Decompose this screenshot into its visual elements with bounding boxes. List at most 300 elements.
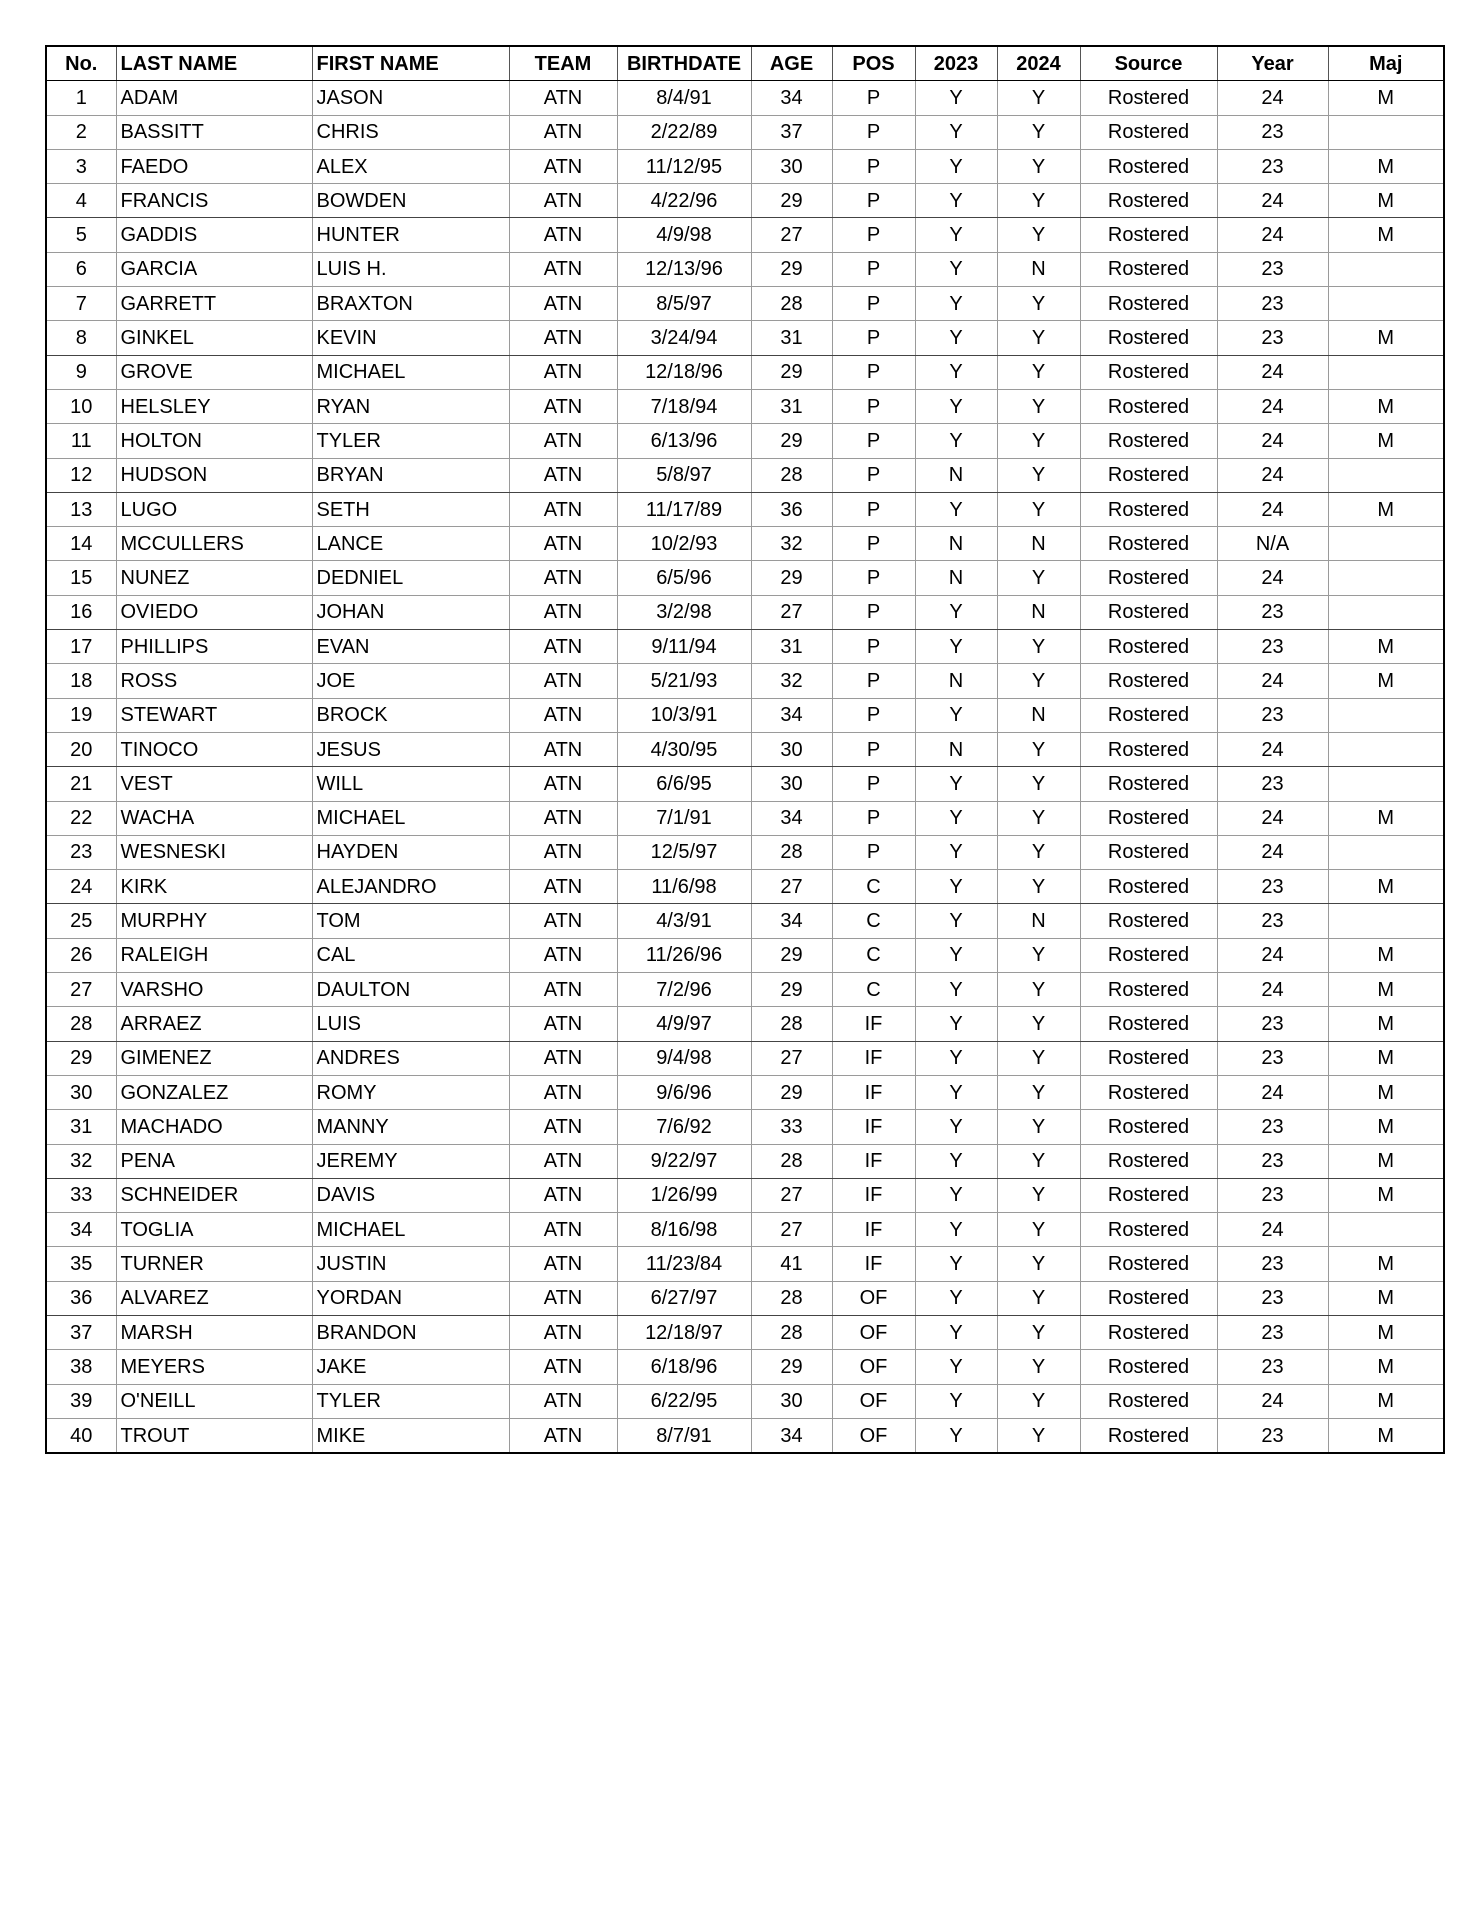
cell-no: 19 — [46, 698, 116, 732]
cell-team: ATN — [509, 561, 617, 595]
cell-2024: Y — [997, 184, 1080, 218]
header-2024: 2024 — [997, 46, 1080, 81]
cell-source: Rostered — [1080, 1178, 1217, 1212]
cell-maj — [1328, 595, 1444, 629]
cell-2024: Y — [997, 218, 1080, 252]
cell-team: ATN — [509, 904, 617, 938]
cell-year: 23 — [1217, 1315, 1328, 1349]
cell-team: ATN — [509, 595, 617, 629]
cell-birthdate: 9/22/97 — [617, 1144, 751, 1178]
table-row — [46, 938, 1444, 972]
cell-pos: P — [832, 81, 915, 115]
cell-2023: Y — [915, 835, 997, 869]
table-row — [46, 1075, 1444, 1109]
cell-year: 23 — [1217, 767, 1328, 801]
cell-pos: P — [832, 287, 915, 321]
cell-no: 38 — [46, 1350, 116, 1384]
cell-2024: Y — [997, 1144, 1080, 1178]
cell-team: ATN — [509, 149, 617, 183]
cell-maj: M — [1328, 218, 1444, 252]
cell-age: 34 — [751, 81, 832, 115]
table-row — [46, 835, 1444, 869]
cell-year: 23 — [1217, 115, 1328, 149]
cell-source: Rostered — [1080, 424, 1217, 458]
cell-pos: P — [832, 389, 915, 423]
cell-2023: N — [915, 458, 997, 492]
cell-maj — [1328, 115, 1444, 149]
header-team: TEAM — [509, 46, 617, 81]
cell-birthdate: 10/2/93 — [617, 527, 751, 561]
cell-first-name: DAVIS — [312, 1178, 509, 1212]
cell-source: Rostered — [1080, 561, 1217, 595]
table-row — [46, 870, 1444, 904]
cell-maj: M — [1328, 1007, 1444, 1041]
cell-age: 29 — [751, 973, 832, 1007]
cell-source: Rostered — [1080, 1144, 1217, 1178]
cell-maj: M — [1328, 1075, 1444, 1109]
cell-2023: Y — [915, 1007, 997, 1041]
table-row — [46, 561, 1444, 595]
cell-maj: M — [1328, 149, 1444, 183]
cell-last-name: HELSLEY — [116, 389, 312, 423]
cell-no: 10 — [46, 389, 116, 423]
cell-birthdate: 3/24/94 — [617, 321, 751, 355]
cell-2023: N — [915, 732, 997, 766]
cell-source: Rostered — [1080, 904, 1217, 938]
cell-first-name: ANDRES — [312, 1041, 509, 1075]
cell-2023: Y — [915, 1418, 997, 1453]
cell-age: 30 — [751, 732, 832, 766]
cell-age: 32 — [751, 664, 832, 698]
cell-team: ATN — [509, 1178, 617, 1212]
cell-2023: Y — [915, 1350, 997, 1384]
cell-no: 35 — [46, 1247, 116, 1281]
cell-maj: M — [1328, 1315, 1444, 1349]
cell-year: 23 — [1217, 630, 1328, 664]
cell-no: 15 — [46, 561, 116, 595]
cell-2023: Y — [915, 767, 997, 801]
cell-source: Rostered — [1080, 355, 1217, 389]
cell-pos: P — [832, 115, 915, 149]
cell-pos: IF — [832, 1007, 915, 1041]
cell-last-name: GARCIA — [116, 252, 312, 286]
cell-team: ATN — [509, 1384, 617, 1418]
table-row — [46, 81, 1444, 115]
cell-year: 23 — [1217, 1041, 1328, 1075]
cell-first-name: TYLER — [312, 424, 509, 458]
cell-2024: N — [997, 904, 1080, 938]
table-row — [46, 184, 1444, 218]
cell-pos: C — [832, 973, 915, 1007]
cell-birthdate: 12/5/97 — [617, 835, 751, 869]
cell-last-name: ROSS — [116, 664, 312, 698]
cell-no: 18 — [46, 664, 116, 698]
cell-pos: P — [832, 630, 915, 664]
cell-first-name: MICHAEL — [312, 355, 509, 389]
cell-pos: P — [832, 218, 915, 252]
cell-year: 23 — [1217, 595, 1328, 629]
table-row — [46, 630, 1444, 664]
cell-pos: C — [832, 870, 915, 904]
table-row — [46, 664, 1444, 698]
cell-first-name: KEVIN — [312, 321, 509, 355]
cell-no: 22 — [46, 801, 116, 835]
cell-2024: Y — [997, 1281, 1080, 1315]
cell-last-name: TINOCO — [116, 732, 312, 766]
cell-year: 23 — [1217, 1178, 1328, 1212]
cell-maj — [1328, 732, 1444, 766]
cell-2024: Y — [997, 1178, 1080, 1212]
cell-source: Rostered — [1080, 184, 1217, 218]
cell-2023: Y — [915, 115, 997, 149]
cell-2023: Y — [915, 698, 997, 732]
cell-last-name: OVIEDO — [116, 595, 312, 629]
cell-maj: M — [1328, 1350, 1444, 1384]
cell-source: Rostered — [1080, 767, 1217, 801]
cell-pos: OF — [832, 1315, 915, 1349]
cell-no: 13 — [46, 492, 116, 526]
cell-no: 2 — [46, 115, 116, 149]
cell-source: Rostered — [1080, 1281, 1217, 1315]
cell-birthdate: 8/16/98 — [617, 1213, 751, 1247]
cell-source: Rostered — [1080, 458, 1217, 492]
cell-birthdate: 8/5/97 — [617, 287, 751, 321]
cell-2024: Y — [997, 1350, 1080, 1384]
cell-birthdate: 7/6/92 — [617, 1110, 751, 1144]
cell-2024: Y — [997, 1418, 1080, 1453]
cell-birthdate: 9/11/94 — [617, 630, 751, 664]
table-row — [46, 321, 1444, 355]
cell-source: Rostered — [1080, 973, 1217, 1007]
cell-age: 27 — [751, 1041, 832, 1075]
cell-age: 31 — [751, 389, 832, 423]
cell-maj: M — [1328, 389, 1444, 423]
cell-first-name: TOM — [312, 904, 509, 938]
cell-first-name: YORDAN — [312, 1281, 509, 1315]
cell-last-name: MARSH — [116, 1315, 312, 1349]
cell-first-name: BRAXTON — [312, 287, 509, 321]
cell-maj — [1328, 904, 1444, 938]
table-row — [46, 458, 1444, 492]
header-age: AGE — [751, 46, 832, 81]
cell-pos: IF — [832, 1075, 915, 1109]
cell-2024: Y — [997, 767, 1080, 801]
cell-birthdate: 6/5/96 — [617, 561, 751, 595]
cell-age: 41 — [751, 1247, 832, 1281]
table-row — [46, 1247, 1444, 1281]
cell-2024: Y — [997, 1384, 1080, 1418]
cell-last-name: GINKEL — [116, 321, 312, 355]
cell-2023: Y — [915, 389, 997, 423]
cell-pos: P — [832, 458, 915, 492]
cell-pos: P — [832, 664, 915, 698]
cell-age: 30 — [751, 149, 832, 183]
table-row — [46, 355, 1444, 389]
cell-first-name: JEREMY — [312, 1144, 509, 1178]
cell-team: ATN — [509, 801, 617, 835]
cell-team: ATN — [509, 1350, 617, 1384]
cell-last-name: STEWART — [116, 698, 312, 732]
cell-last-name: NUNEZ — [116, 561, 312, 595]
cell-team: ATN — [509, 630, 617, 664]
cell-age: 28 — [751, 458, 832, 492]
cell-first-name: ROMY — [312, 1075, 509, 1109]
cell-no: 16 — [46, 595, 116, 629]
cell-maj — [1328, 252, 1444, 286]
cell-source: Rostered — [1080, 1247, 1217, 1281]
cell-age: 27 — [751, 595, 832, 629]
cell-birthdate: 5/8/97 — [617, 458, 751, 492]
cell-year: 23 — [1217, 149, 1328, 183]
cell-last-name: GONZALEZ — [116, 1075, 312, 1109]
cell-year: 24 — [1217, 664, 1328, 698]
cell-2023: Y — [915, 870, 997, 904]
cell-source: Rostered — [1080, 1041, 1217, 1075]
cell-birthdate: 11/23/84 — [617, 1247, 751, 1281]
cell-no: 30 — [46, 1075, 116, 1109]
cell-first-name: LUIS H. — [312, 252, 509, 286]
cell-source: Rostered — [1080, 492, 1217, 526]
header-2023: 2023 — [915, 46, 997, 81]
cell-2023: Y — [915, 1213, 997, 1247]
table-row — [46, 1178, 1444, 1212]
cell-year: 24 — [1217, 1213, 1328, 1247]
header-first-name: FIRST NAME — [312, 46, 509, 81]
cell-year: 24 — [1217, 1384, 1328, 1418]
header-pos: POS — [832, 46, 915, 81]
cell-no: 23 — [46, 835, 116, 869]
header-last-name: LAST NAME — [116, 46, 312, 81]
cell-source: Rostered — [1080, 801, 1217, 835]
cell-no: 4 — [46, 184, 116, 218]
cell-team: ATN — [509, 1007, 617, 1041]
header-year: Year — [1217, 46, 1328, 81]
cell-last-name: LUGO — [116, 492, 312, 526]
cell-age: 30 — [751, 1384, 832, 1418]
table-row — [46, 973, 1444, 1007]
cell-2024: Y — [997, 938, 1080, 972]
cell-team: ATN — [509, 321, 617, 355]
cell-last-name: HOLTON — [116, 424, 312, 458]
cell-first-name: EVAN — [312, 630, 509, 664]
cell-2024: Y — [997, 835, 1080, 869]
cell-team: ATN — [509, 252, 617, 286]
cell-age: 34 — [751, 698, 832, 732]
cell-birthdate: 6/27/97 — [617, 1281, 751, 1315]
cell-2024: Y — [997, 1110, 1080, 1144]
cell-year: 24 — [1217, 458, 1328, 492]
cell-year: 24 — [1217, 1075, 1328, 1109]
cell-last-name: PENA — [116, 1144, 312, 1178]
cell-2024: Y — [997, 1315, 1080, 1349]
cell-pos: IF — [832, 1144, 915, 1178]
cell-team: ATN — [509, 81, 617, 115]
table-row — [46, 1315, 1444, 1349]
cell-maj: M — [1328, 1041, 1444, 1075]
cell-team: ATN — [509, 492, 617, 526]
cell-year: 23 — [1217, 698, 1328, 732]
cell-last-name: FRANCIS — [116, 184, 312, 218]
cell-birthdate: 11/26/96 — [617, 938, 751, 972]
cell-first-name: JOHAN — [312, 595, 509, 629]
cell-birthdate: 3/2/98 — [617, 595, 751, 629]
cell-birthdate: 12/13/96 — [617, 252, 751, 286]
cell-pos: P — [832, 424, 915, 458]
cell-last-name: GIMENEZ — [116, 1041, 312, 1075]
cell-2023: Y — [915, 1075, 997, 1109]
cell-source: Rostered — [1080, 630, 1217, 664]
cell-team: ATN — [509, 424, 617, 458]
cell-no: 32 — [46, 1144, 116, 1178]
cell-year: 24 — [1217, 732, 1328, 766]
cell-pos: P — [832, 149, 915, 183]
cell-source: Rostered — [1080, 1007, 1217, 1041]
cell-maj: M — [1328, 1281, 1444, 1315]
cell-no: 25 — [46, 904, 116, 938]
cell-no: 29 — [46, 1041, 116, 1075]
cell-2023: Y — [915, 904, 997, 938]
cell-2023: Y — [915, 149, 997, 183]
cell-age: 29 — [751, 252, 832, 286]
cell-year: 23 — [1217, 1007, 1328, 1041]
cell-year: 23 — [1217, 287, 1328, 321]
cell-team: ATN — [509, 1144, 617, 1178]
cell-birthdate: 11/17/89 — [617, 492, 751, 526]
cell-2023: Y — [915, 1041, 997, 1075]
cell-2023: Y — [915, 81, 997, 115]
cell-year: 23 — [1217, 1110, 1328, 1144]
cell-2023: Y — [915, 355, 997, 389]
cell-maj: M — [1328, 1418, 1444, 1453]
cell-source: Rostered — [1080, 732, 1217, 766]
cell-age: 29 — [751, 1075, 832, 1109]
cell-pos: P — [832, 321, 915, 355]
cell-year: 24 — [1217, 561, 1328, 595]
cell-no: 26 — [46, 938, 116, 972]
table-row — [46, 1418, 1444, 1453]
cell-source: Rostered — [1080, 252, 1217, 286]
cell-first-name: TYLER — [312, 1384, 509, 1418]
cell-age: 27 — [751, 1213, 832, 1247]
cell-no: 27 — [46, 973, 116, 1007]
cell-2024: Y — [997, 732, 1080, 766]
cell-team: ATN — [509, 835, 617, 869]
cell-year: 23 — [1217, 252, 1328, 286]
cell-first-name: MICHAEL — [312, 1213, 509, 1247]
cell-2024: Y — [997, 287, 1080, 321]
table-row — [46, 1281, 1444, 1315]
cell-team: ATN — [509, 1418, 617, 1453]
cell-pos: P — [832, 561, 915, 595]
cell-2024: Y — [997, 630, 1080, 664]
cell-first-name: ALEJANDRO — [312, 870, 509, 904]
cell-team: ATN — [509, 287, 617, 321]
roster-table — [45, 45, 1445, 1454]
cell-maj: M — [1328, 321, 1444, 355]
cell-source: Rostered — [1080, 664, 1217, 698]
cell-last-name: BASSITT — [116, 115, 312, 149]
cell-source: Rostered — [1080, 1350, 1217, 1384]
cell-maj: M — [1328, 973, 1444, 1007]
cell-year: 23 — [1217, 1418, 1328, 1453]
cell-team: ATN — [509, 1213, 617, 1247]
cell-birthdate: 7/2/96 — [617, 973, 751, 1007]
cell-maj — [1328, 458, 1444, 492]
table-row — [46, 218, 1444, 252]
cell-year: 23 — [1217, 321, 1328, 355]
cell-2023: Y — [915, 184, 997, 218]
table-row — [46, 424, 1444, 458]
cell-2023: Y — [915, 1178, 997, 1212]
cell-source: Rostered — [1080, 81, 1217, 115]
cell-source: Rostered — [1080, 527, 1217, 561]
cell-2024: Y — [997, 1007, 1080, 1041]
cell-pos: P — [832, 184, 915, 218]
cell-first-name: BOWDEN — [312, 184, 509, 218]
cell-2023: N — [915, 561, 997, 595]
table-row — [46, 389, 1444, 423]
cell-last-name: TROUT — [116, 1418, 312, 1453]
cell-birthdate: 2/22/89 — [617, 115, 751, 149]
cell-pos: IF — [832, 1041, 915, 1075]
cell-last-name: TURNER — [116, 1247, 312, 1281]
table-row — [46, 287, 1444, 321]
cell-maj: M — [1328, 938, 1444, 972]
cell-first-name: HAYDEN — [312, 835, 509, 869]
cell-maj: M — [1328, 870, 1444, 904]
cell-pos: IF — [832, 1110, 915, 1144]
cell-2024: Y — [997, 801, 1080, 835]
cell-year: 23 — [1217, 1247, 1328, 1281]
header-source: Source — [1080, 46, 1217, 81]
cell-age: 36 — [751, 492, 832, 526]
cell-source: Rostered — [1080, 938, 1217, 972]
cell-age: 34 — [751, 1418, 832, 1453]
cell-pos: OF — [832, 1281, 915, 1315]
header-row — [46, 46, 1444, 81]
cell-2024: N — [997, 252, 1080, 286]
cell-2023: Y — [915, 492, 997, 526]
cell-birthdate: 7/1/91 — [617, 801, 751, 835]
cell-2024: Y — [997, 664, 1080, 698]
cell-birthdate: 8/7/91 — [617, 1418, 751, 1453]
cell-maj: M — [1328, 664, 1444, 698]
cell-maj — [1328, 527, 1444, 561]
cell-no: 7 — [46, 287, 116, 321]
cell-birthdate: 4/30/95 — [617, 732, 751, 766]
cell-2023: N — [915, 664, 997, 698]
cell-last-name: GROVE — [116, 355, 312, 389]
cell-pos: P — [832, 492, 915, 526]
cell-birthdate: 9/6/96 — [617, 1075, 751, 1109]
cell-birthdate: 12/18/97 — [617, 1315, 751, 1349]
cell-team: ATN — [509, 767, 617, 801]
cell-pos: OF — [832, 1384, 915, 1418]
cell-team: ATN — [509, 698, 617, 732]
cell-first-name: CAL — [312, 938, 509, 972]
cell-last-name: ARRAEZ — [116, 1007, 312, 1041]
cell-first-name: MIKE — [312, 1418, 509, 1453]
cell-2023: Y — [915, 973, 997, 1007]
cell-no: 11 — [46, 424, 116, 458]
cell-age: 27 — [751, 1178, 832, 1212]
cell-pos: IF — [832, 1178, 915, 1212]
cell-2023: Y — [915, 252, 997, 286]
cell-last-name: SCHNEIDER — [116, 1178, 312, 1212]
cell-2023: N — [915, 527, 997, 561]
cell-maj — [1328, 1213, 1444, 1247]
cell-age: 31 — [751, 630, 832, 664]
